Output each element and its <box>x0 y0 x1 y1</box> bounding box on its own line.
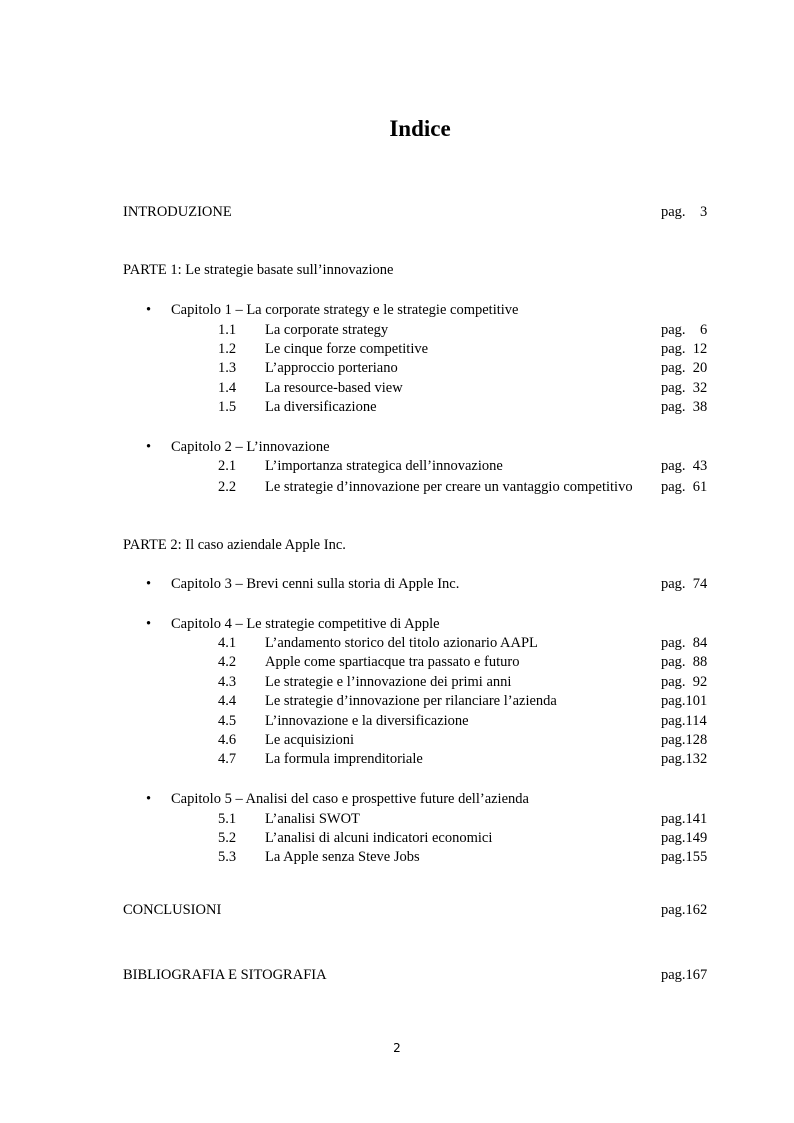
toc-section-number: 4.6 <box>218 732 237 748</box>
toc-capitolo-5: Capitolo 5 – Analisi del caso e prospettive future dell’azienda <box>171 791 529 807</box>
toc-section-title: Le acquisizioni <box>265 732 354 748</box>
toc-section-number: 1.2 <box>218 341 237 357</box>
toc-section-number: 2.1 <box>218 458 237 474</box>
toc-conclusioni-page: pag.162 <box>661 902 708 918</box>
bullet-icon: • <box>146 616 152 632</box>
toc-section-number: 4.4 <box>218 693 237 709</box>
toc-section-page: pag.141 <box>661 811 708 827</box>
toc-section-number: 5.1 <box>218 811 237 827</box>
bullet-icon: • <box>146 791 152 807</box>
toc-bibliografia-page: pag.167 <box>661 967 708 983</box>
bullet-icon: • <box>146 302 152 318</box>
toc-section-page: pag. 6 <box>661 322 708 338</box>
toc-section-number: 4.2 <box>218 654 237 670</box>
toc-section-number: 5.3 <box>218 849 237 865</box>
toc-introduzione: INTRODUZIONE <box>123 204 232 220</box>
toc-section-page: pag. 43 <box>661 458 708 474</box>
toc-section-title: L’andamento storico del titolo azionario AAPL <box>265 635 538 651</box>
toc-section-page: pag.155 <box>661 849 708 865</box>
toc-section-title: Le strategie e l’innovazione dei primi anni <box>265 674 512 690</box>
toc-section-number: 2.2 <box>218 479 237 495</box>
toc-section-number: 5.2 <box>218 830 237 846</box>
toc-parte1: PARTE 1: Le strategie basate sull’innovazione <box>123 262 394 278</box>
toc-section-number: 1.4 <box>218 380 237 396</box>
bullet-icon: • <box>146 576 152 592</box>
toc-section-page: pag. 38 <box>661 399 708 415</box>
toc-section-page: pag.149 <box>661 830 708 846</box>
toc-section-title: L’analisi SWOT <box>265 811 360 827</box>
toc-section-number: 1.1 <box>218 322 237 338</box>
toc-section-page: pag. 88 <box>661 654 708 670</box>
toc-capitolo-1: Capitolo 1 – La corporate strategy e le strategie competitive <box>171 302 519 318</box>
toc-section-number: 4.7 <box>218 751 237 767</box>
toc-section-title: La resource-based view <box>265 380 403 396</box>
toc-section-number: 1.5 <box>218 399 237 415</box>
toc-capitolo-3-page: pag. 74 <box>661 576 708 592</box>
toc-introduzione-page: pag. 3 <box>661 204 708 220</box>
toc-conclusioni: CONCLUSIONI <box>123 902 222 918</box>
page-number: 2 <box>393 1041 401 1055</box>
toc-section-page: pag. 32 <box>661 380 708 396</box>
toc-parte2: PARTE 2: Il caso aziendale Apple Inc. <box>123 537 346 553</box>
bullet-icon: • <box>146 439 152 455</box>
toc-section-page: pag.114 <box>661 713 707 729</box>
toc-section-title: Apple come spartiacque tra passato e futuro <box>265 654 520 670</box>
toc-section-page: pag. 61 <box>661 479 708 495</box>
toc-section-title: L’importanza strategica dell’innovazione <box>265 458 503 474</box>
toc-section-number: 4.3 <box>218 674 237 690</box>
toc-section-title: Le strategie d’innovazione per rilanciare l’azienda <box>265 693 557 709</box>
toc-section-page: pag. 12 <box>661 341 708 357</box>
toc-section-title: La Apple senza Steve Jobs <box>265 849 420 865</box>
toc-section-page: pag.132 <box>661 751 708 767</box>
toc-section-title: L’analisi di alcuni indicatori economici <box>265 830 493 846</box>
toc-section-number: 4.5 <box>218 713 237 729</box>
toc-section-title: Le cinque forze competitive <box>265 341 429 357</box>
toc-section-page: pag.128 <box>661 732 708 748</box>
page-title: Indice <box>389 116 451 141</box>
toc-section-title: Le strategie d’innovazione per creare un vantaggio competitivo <box>265 479 633 495</box>
toc-section-title: L’innovazione e la diversificazione <box>265 713 469 729</box>
toc-capitolo-3: Capitolo 3 – Brevi cenni sulla storia di Apple Inc. <box>171 576 460 592</box>
toc-section-page: pag. 84 <box>661 635 708 651</box>
toc-section-title: La formula imprenditoriale <box>265 751 423 767</box>
toc-section-title: L’approccio porteriano <box>265 360 398 376</box>
toc-bibliografia: BIBLIOGRAFIA E SITOGRAFIA <box>123 967 327 983</box>
toc-section-title: La corporate strategy <box>265 322 389 338</box>
toc-section-page: pag. 92 <box>661 674 708 690</box>
toc-section-number: 4.1 <box>218 635 237 651</box>
toc-section-number: 1.3 <box>218 360 237 376</box>
toc-capitolo-2: Capitolo 2 – L’innovazione <box>171 439 330 455</box>
toc-section-page: pag.101 <box>661 693 708 709</box>
toc-capitolo-4: Capitolo 4 – Le strategie competitive di Apple <box>171 616 440 632</box>
toc-section-page: pag. 20 <box>661 360 708 376</box>
toc-section-title: La diversificazione <box>265 399 377 415</box>
